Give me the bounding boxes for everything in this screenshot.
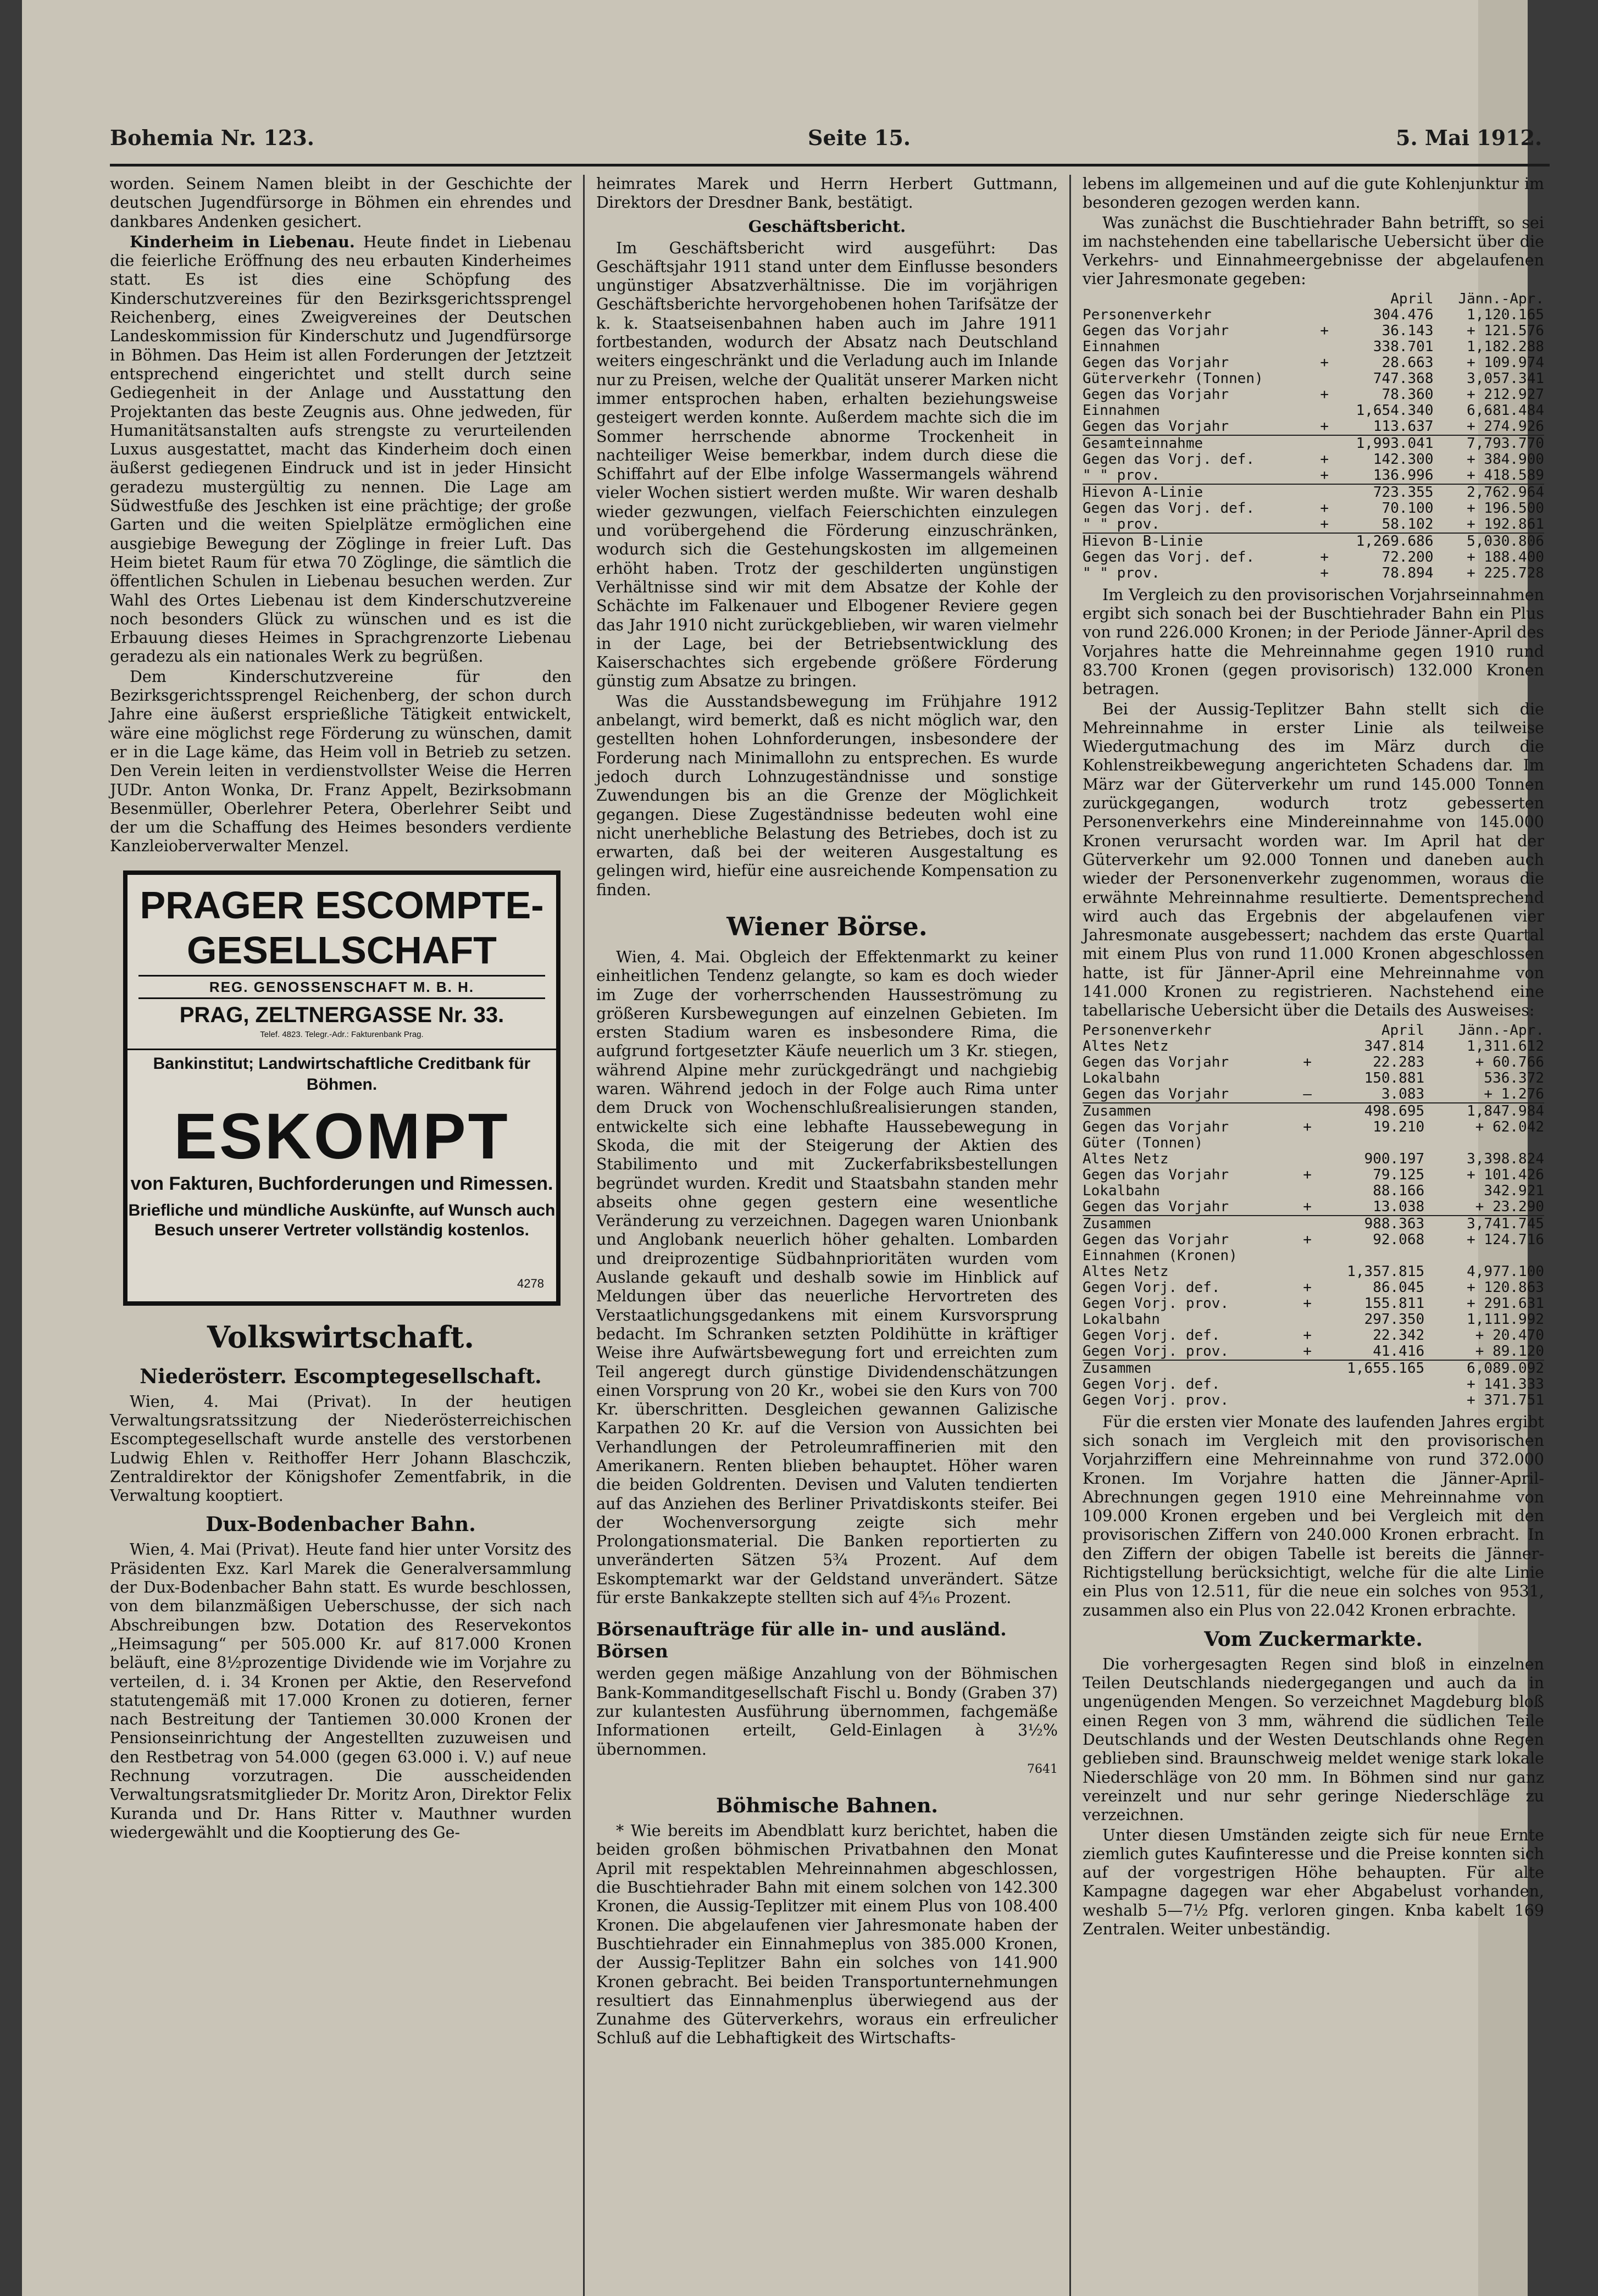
row-april: 22.342: [1373, 1327, 1425, 1344]
row-sign: [1315, 435, 1334, 452]
ad-subtitle: REG. GENOSSENSCHAFT M. B. H.: [138, 975, 545, 999]
row-april: 297.350: [1364, 1311, 1425, 1328]
row-label: Einnahmen: [1083, 402, 1160, 419]
table-row: [1083, 1055, 1544, 1071]
row-sign: +: [1320, 500, 1329, 517]
row-sign: +: [1303, 1343, 1312, 1360]
row-sign: [1315, 339, 1334, 355]
row-total: 342.921: [1484, 1182, 1544, 1199]
row-total: + 274.926: [1467, 418, 1544, 435]
row-total: + 120.863: [1467, 1279, 1544, 1296]
table-row: [1083, 1344, 1544, 1360]
row-label: Hievon A-Linie: [1083, 484, 1315, 501]
row-label: Lokalbahn: [1083, 1311, 1160, 1328]
table-row: [1083, 1312, 1544, 1328]
table-row: [1083, 452, 1544, 468]
row-label: Gegen das Vorjahr: [1083, 1166, 1229, 1183]
row-total: 4,977.100: [1467, 1263, 1544, 1280]
table-row: [1083, 371, 1544, 387]
article-text: Im Geschäftsbericht wird ausgeführt: Das Geschäftsjahr 1911 stand unter dem Einflusse besonders ungünstiger Absatzverhältnisse. Die im vorjährigen Geschäftsberichte hervorgehobenen hohen Tarifsätze der k. k. Staatseisenbahnen haben auch im Jahre 1911 fortbestanden, wodurch der Absatz nach Deutschland weiters eingeschränkt und die Verladung auch im Inlande nur zu Preisen, welche der Qualität unserer Marken nicht immer entsprochen haben, erhalten beziehungsweise gesteigert werden konnte. Außerdem machte sich die im Sommer herrschende abnorme Trockenheit in nachteiliger Weise bemerkbar, indem durch diese die Schiffahrt auf der Elbe infolge Wassermangels während vieler Wochen sistiert werden mußte. Wir waren deshalb wieder gezwungen, vielfach Feierschichten einzulegen und vorübergehend die Förderung einzuschränken, wodurch sich die Gestehungskosten im allgemeinen erhöht haben. Trotz der geschilderten ungünstigen Verhältnisse sind wir mit dem Absatze der Kohle der Schächte im Falkenauer und Elbogener Reviere gegen das Jahr 1910 nicht zurückgeblieben, wir waren vielmehr in der Lage, bei der Betriebsentwicklung des Kaiserschachtes sich ergebende größere Förderung günstig zum Absatze zu bringen.: [596, 239, 1058, 691]
table-header: April: [1390, 290, 1434, 307]
row-april: 1,655.165: [1317, 1360, 1424, 1377]
bank-advertisement: [123, 870, 561, 1306]
row-sign: [1315, 484, 1334, 501]
row-sign: [1298, 1183, 1317, 1199]
table-row: [1083, 1151, 1544, 1167]
row-total: + 384.900: [1467, 451, 1544, 468]
row-april: 988.363: [1317, 1216, 1424, 1232]
column-divider: [1069, 175, 1071, 2296]
article-paragraph: [110, 232, 571, 667]
row-sign: +: [1320, 515, 1329, 533]
column-1: [110, 175, 571, 1843]
row-total: + 418.589: [1467, 467, 1544, 484]
ad-heading: Börsenaufträge für alle in- und ausländ. Börsen: [596, 1618, 1007, 1662]
table-row: [1083, 1280, 1544, 1296]
table-row: [1083, 565, 1544, 581]
row-label: Güterverkehr (Tonnen): [1083, 370, 1263, 387]
article-heading: Wiener Börse.: [726, 911, 928, 941]
table-row: [1083, 1296, 1544, 1312]
row-april: 304.476: [1373, 306, 1434, 323]
ad-title: GESELLSCHAFT: [187, 928, 497, 972]
table-row: [1083, 550, 1544, 565]
table-row: [1083, 323, 1544, 339]
table-row: [1083, 1377, 1544, 1393]
row-sign: +: [1320, 386, 1329, 403]
row-april: 13.038: [1373, 1198, 1425, 1215]
article-text: Dem Kinderschutzvereine für den Bezirksgerichtssprengel Reichenberg, der schon durch Jahre eine äußerst ersprießliche Tätigkeit entwickelt, wäre eine möglichst rege Förderung zu wünschen, damit er in die Lage käme, das Heim voll in Betrieb zu setzen. Den Verein leiten in verdienstvollster Weise die Herren JUDr. Anton Wonka, Dr. Franz Appelt, Bezirksobmann Besenmüller, Oberlehrer Petera, Oberlehrer Seibt und der um die Schaffung des Heimes besonders verdiente Kanzleioberverwalter Menzel.: [110, 667, 571, 856]
table-row: [1083, 533, 1544, 550]
row-sign: —: [1303, 1085, 1312, 1102]
row-april: 136.996: [1373, 467, 1434, 484]
row-april: 113.637: [1373, 418, 1434, 435]
row-april: 900.197: [1364, 1150, 1425, 1167]
article-text: Unter diesen Umständen zeigte sich für neue Ernte ziemlich gutes Kaufinteresse und die Preise konnten sich auf der vorgestrigen Höhe behaupten. Für alte Kampagne dagegen war eher Abgabelust vorhanden, weshalb 5—7½ Pfg. verloren gingen. Knba kabelt 169 Zentralen. Weiter unbeständig.: [1083, 1826, 1544, 1939]
row-label: Gegen das Vorjahr: [1083, 1085, 1229, 1102]
table-header: Jänn.-Apr.: [1458, 290, 1544, 307]
row-total: 6,089.092: [1424, 1360, 1544, 1377]
row-label: Zusammen: [1083, 1216, 1298, 1232]
article-subheading: Geschäftsbericht.: [748, 217, 906, 236]
row-april: 155.811: [1364, 1295, 1425, 1312]
row-total: + 101.426: [1467, 1166, 1544, 1183]
article-text: lebens im allgemeinen und auf die gute Kohlenjunktur im besonderen gezogen werden kann.: [1083, 175, 1544, 212]
row-label: Güter (Tonnen): [1083, 1134, 1203, 1151]
row-april: 723.355: [1334, 484, 1433, 501]
table-row: [1083, 355, 1544, 371]
table-header: Personenverkehr: [1083, 1022, 1212, 1039]
row-label: Personenverkehr: [1083, 306, 1212, 323]
row-total: + 1.276: [1484, 1085, 1544, 1102]
ad-text: werden gegen mäßige Anzahlung von der Böhmischen Bank-Kommanditgesellschaft Fischl u. Bondy (Graben 37) zur kulantesten Ausführung übernommen, fachgemäße Informationen erteilt, Geld-Einlagen à 3½% übernommen.: [596, 1665, 1058, 1759]
row-sign: +: [1303, 1295, 1312, 1312]
row-sign: +: [1320, 564, 1329, 581]
row-sign: [1298, 1151, 1317, 1167]
row-total: 1,311.612: [1467, 1038, 1544, 1055]
row-total: [1424, 1248, 1544, 1264]
article-text: Die vorhergesagten Regen sind bloß in einzelnen Teilen Deutschlands niedergegangen und auch da in ungenügenden Mengen. So verzeichnet Magdeburg bloß einen Regen von 3 mm, während die südlichen Teile Deutschlands und der Westen Deutschlands ohne Regen geblieben sind. Braunschweig meldet wenige stark lokale Niederschläge von 20 mm. In Böhmen sind nur ganz vereinzelt und nur sehr geringe Niederschläge zu verzeichnen.: [1083, 1655, 1544, 1824]
row-total: + 225.728: [1467, 564, 1544, 581]
article-text: Heute findet in Liebenau die feierliche Eröffnung des neu erbauten Kinderheimes statt. Es ist dies eine Schöpfung des Kinderschutzvereines für den Bezirksgerichtssprengel Reichenberg, eines Zweigvereines der Deutschen Landeskommission für Kinderschutz und Jugendfürsorge in Böhmen. Das Heim ist allen Forderungen der Jetztzeit entsprechend eingerichtet und stellt durch seine Gediegenheit in der Anlage und Ausstattung den Projektanten das beste Zeugnis aus. Ohne jedweden, für Humanitätsanstalten aufs strengste zu verurteilenden Luxus ausgestattet, macht das Kinderheim doch einen äußerst gediegenen Eindruck und ist in jeder Hinsicht geradezu mustergültig zu nennen. Die Lage am Südwestfuße des Jeschken ist eine prächtige; der große Garten und die weiten Spielplätze ermöglichen eine ausgiebige Bewegung der Zöglinge in freier Luft. Das Heim bietet Raum für etwa 70 Zöglinge, die sämtlich die öffentlichen Schulen in Liebenau besuchen werden. Zur Wahl des Ortes Liebenau ist dem Kinderschutzvereine noch besonders Glück zu wünschen und es ist die Erbauung dieses Heimes in Sprachgrenzorte Liebenau geradezu als ein nationales Werk zu begrüßen.: [110, 232, 572, 666]
row-april: 747.368: [1373, 370, 1434, 387]
table-row: [1083, 1264, 1544, 1280]
row-april: 347.814: [1364, 1038, 1425, 1055]
row-sign: +: [1320, 354, 1329, 371]
article-text: worden. Seinem Namen bleibt in der Geschichte der deutschen Jugendfürsorge in Böhmen ein ehrendes und dankbares Andenken gesichert.: [110, 175, 571, 231]
table-row: [1083, 387, 1544, 403]
row-total: + 62.042: [1475, 1118, 1544, 1135]
table-row: [1083, 339, 1544, 355]
table-row: [1083, 1248, 1544, 1264]
table-row: [1083, 435, 1544, 452]
table-row: [1083, 307, 1544, 323]
row-total: + 371.751: [1467, 1391, 1544, 1408]
table-row: [1083, 1103, 1544, 1119]
ad-services: von Fakturen, Buchforderungen und Rimessen.: [130, 1173, 553, 1194]
row-label: Gegen Vorj. prov.: [1083, 1391, 1229, 1408]
row-total: 3,741.745: [1424, 1216, 1544, 1232]
row-april: 58.102: [1381, 515, 1434, 533]
table-row: [1083, 1135, 1544, 1151]
column-2: [596, 175, 1058, 2049]
row-label: Altes Netz: [1083, 1038, 1169, 1055]
row-april: 142.300: [1373, 451, 1434, 468]
row-april: 88.166: [1373, 1182, 1425, 1199]
row-total: 1,847.984: [1424, 1103, 1544, 1119]
row-sign: [1298, 1312, 1317, 1328]
ad-title: PRAGER ESCOMPTE-: [140, 883, 544, 927]
table-row: [1083, 1199, 1544, 1216]
row-total: + 60.766: [1475, 1053, 1544, 1071]
article-text: Für die ersten vier Monate des laufenden Jahres ergibt sich sonach im Vergleich mit den provisorischen Vorjahrziffern eine Mehreinnahme von rund 372.000 Kronen. Im Vorjahre hatten die Jänner-April-Abrechnungen gegen 1910 eine Mehreinnahme von 109.000 Kronen ergeben und bei Vergleich mit den provisorischen Ziffern von 240.000 Kronen erbracht. In den Ziffern der obigen Tabelle ist bereits die Jänner-Richtigstellung berücksichtigt, welche für die alte Linie ein Plus von 12.511, für die neue ein solches von 9531, zusammen also ein Plus von 22.042 Kronen erbrachte.: [1083, 1412, 1544, 1620]
header-page-number: Seite 15.: [808, 125, 911, 150]
row-sign: [1298, 1248, 1317, 1264]
article-text: Was zunächst die Buschtiehrader Bahn betrifft, so sei im nachstehenden eine tabellarische Uebersicht über die Verkehrs- und Einnahmeergebnisse der abgelaufenen vier Jahresmonate gegeben:: [1083, 213, 1544, 289]
table-row: [1083, 1071, 1544, 1086]
row-label: Gegen das Vorjahr: [1083, 1053, 1229, 1071]
row-april: 338.701: [1373, 338, 1434, 355]
row-label: Gesamteinnahme: [1083, 435, 1315, 452]
row-sign: +: [1320, 418, 1329, 435]
row-total: 6,681.484: [1467, 402, 1544, 419]
row-label: Gegen das Vorj. def.: [1083, 500, 1255, 517]
row-total: + 192.861: [1467, 515, 1544, 533]
header-date: 5. Mai 1912.: [1396, 125, 1542, 150]
row-label: Gegen das Vorjahr: [1083, 1231, 1229, 1248]
row-label: Hievon B-Linie: [1083, 533, 1315, 550]
row-label: Einnahmen (Kronen): [1083, 1247, 1238, 1264]
row-april: 498.695: [1317, 1103, 1424, 1119]
table-row: [1083, 1086, 1544, 1103]
row-label: " " prov.: [1083, 467, 1160, 484]
ad-address: PRAG, ZELTNERGASSE Nr. 33.: [179, 1002, 504, 1027]
row-total: 536.372: [1484, 1069, 1544, 1086]
row-april: [1317, 1135, 1424, 1151]
row-sign: [1298, 1360, 1317, 1377]
header-rule: [110, 164, 1550, 167]
row-total: + 212.927: [1467, 386, 1544, 403]
row-sign: +: [1303, 1053, 1312, 1071]
article-text: Im Vergleich zu den provisorischen Vorjahrseinnahmen ergibt sich sonach bei der Buschtiehrader Bahn ein Plus von rund 226.000 Kronen; in der Periode Jänner-April des Vorjahres hatte die Mehreinnahme gegen 1910 rund 83.700 Kronen (gegen provisorisch) 132.000 Kronen betragen.: [1083, 585, 1544, 698]
row-label: Gegen Vorj. prov.: [1083, 1295, 1229, 1312]
row-total: + 124.716: [1467, 1231, 1544, 1248]
row-total: + 109.974: [1467, 354, 1544, 371]
row-april: 36.143: [1381, 322, 1434, 339]
ad-info: Briefliche und mündliche Auskünfte, auf Wunsch auch Besuch unserer Vertreter vollständig kostenlos.: [128, 1201, 556, 1239]
header-paper-name: Bohemia Nr. 123.: [110, 125, 315, 150]
row-april: 72.200: [1381, 548, 1434, 565]
row-sign: +: [1303, 1231, 1312, 1248]
column-divider: [583, 175, 585, 2296]
table-row: [1083, 1232, 1544, 1248]
section-heading: Volkswirtschaft.: [207, 1319, 475, 1355]
table-row: [1083, 1360, 1544, 1377]
row-label: " " prov.: [1083, 515, 1160, 533]
row-sign: [1298, 1264, 1317, 1280]
row-label: Gegen das Vorj. def.: [1083, 451, 1255, 468]
row-total: 1,182.288: [1467, 338, 1544, 355]
article-heading: Kinderheim in Liebenau.: [130, 232, 355, 251]
aussig-teplitzer-table: [1083, 1023, 1544, 1408]
ad-code: 4278: [517, 1277, 544, 1291]
article-text: Was die Ausstandsbewegung im Frühjahre 1912 anbelangt, wird bemerkt, daß es nicht möglich war, den gestellten hohen Lohnforderungen, insbesondere der Forderung nach Minimallohn zu entsprechen. Es wurde jedoch durch Lohnzugeständnisse und sonstige Zuwendungen bis an die Grenze der Möglichkeit gegangen. Diese Zugeständnisse bedeuten wohl eine nicht unerhebliche Belastung des Betriebes, doch ist zu erwarten, daß bei der weiteren Ausgestaltung es gelingen wird, hiefür eine ausreichende Kompensation zu finden.: [596, 692, 1058, 899]
row-sign: [1315, 307, 1334, 323]
article-text: * Wie bereits im Abendblatt kurz berichtet, haben die beiden großen böhmischen Privatbahnen den Monat April mit respektablen Mehreinnahmen abgeschlossen, die Buschtiehrader Bahn mit einem solchen von 142.300 Kronen, die Aussig-Teplitzer mit einem Plus von 108.400 Kronen. Die abgelaufenen vier Jahresmonate haben der Buschtiehrader ein Einnahmeplus von 385.000 Kronen, der Aussig-Teplitzer Bahn ein solches von 141.900 Kronen gebracht. Bei beiden Transportunternehmungen resultiert das Einnahmenplus überwiegend aus der Zunahme des Güterverkehrs, woraus ein erfreulicher Schluß auf die Lebhaftigkeit des Wirtschafts-: [596, 1822, 1058, 2048]
row-total: 1,111.992: [1467, 1311, 1544, 1328]
table-row: [1083, 1216, 1544, 1232]
row-april: 78.894: [1381, 564, 1434, 581]
row-label: Einnahmen: [1083, 338, 1160, 355]
row-april: [1317, 1377, 1424, 1393]
row-label: Lokalbahn: [1083, 1182, 1160, 1199]
row-sign: [1298, 1377, 1317, 1393]
article-heading: Vom Zuckermarkte.: [1204, 1627, 1423, 1651]
row-april: [1317, 1393, 1424, 1408]
buschtiehrader-table: [1083, 291, 1544, 581]
ad-code: 7641: [1027, 1762, 1058, 1776]
table-row: [1083, 1039, 1544, 1055]
row-sign: [1298, 1135, 1317, 1151]
table-row: [1083, 419, 1544, 435]
table-row: [1083, 1183, 1544, 1199]
row-label: Gegen das Vorj. def.: [1083, 548, 1255, 565]
page-header: [110, 125, 1550, 164]
table-row: [1083, 501, 1544, 517]
row-sign: [1315, 371, 1334, 387]
row-label: Altes Netz: [1083, 1263, 1169, 1280]
article-heading: Niederösterr. Escomptegesellschaft.: [140, 1365, 542, 1388]
column-3: [1083, 175, 1544, 1940]
row-sign: [1298, 1039, 1317, 1055]
row-april: 41.416: [1373, 1343, 1425, 1360]
row-sign: +: [1320, 322, 1329, 339]
row-april: 1,357.815: [1347, 1263, 1425, 1280]
row-label: Altes Netz: [1083, 1150, 1169, 1167]
article-text: heimrates Marek und Herrn Herbert Guttmann, Direktors der Dresdner Bank, bestätigt.: [596, 175, 1058, 212]
table-row: [1083, 1167, 1544, 1183]
row-sign: +: [1303, 1166, 1312, 1183]
row-label: Gegen Vorj. def.: [1083, 1279, 1220, 1296]
row-sign: [1298, 1071, 1317, 1086]
row-sign: [1298, 1393, 1317, 1408]
row-total: 7,793.770: [1433, 435, 1544, 452]
row-label: Gegen das Vorjahr: [1083, 1198, 1229, 1215]
article-text: Bei der Aussig-Teplitzer Bahn stellt sich die Mehreinnahme in erster Linie als teilweise Wiedergutmachung des im März durch die Kohlenstreikbewegung angerichteten Schadens dar. Im März war der Güterverkehr um rund 145.000 Tonnen zurückgegangen, wodurch trotz gebesserten Personenverkehrs eine Mindereinnahme von 145.000 Kronen verursacht worden war. Im April hat der Güterverkehr um 92.000 Tonnen und daneben auch wieder der Personenverkehr zugenommen, woraus die erwähnte Mehreinnahme resultierte. Dementsprechend wird auch das Ergebnis der abgelaufenen vier Jahresmonate ausgebessert; nachdem das erste Quartal mit einem Plus von rund 11.000 Kronen abgeschlossen hatte, ist für Jänner-April eine Mehreinnahme von 141.000 Kronen zu registrieren. Nachstehend eine tabellarische Uebersicht über die Details des Ausweises:: [1083, 700, 1544, 1020]
row-total: + 141.333: [1467, 1376, 1544, 1393]
row-total: 5,030.806: [1433, 533, 1544, 550]
table-row: [1083, 517, 1544, 533]
row-total: + 196.500: [1467, 500, 1544, 517]
row-sign: +: [1303, 1118, 1312, 1135]
row-sign: [1315, 533, 1334, 550]
table-header: Jänn.-Apr.: [1458, 1022, 1544, 1039]
row-sign: [1298, 1216, 1317, 1232]
table-header: April: [1381, 1022, 1425, 1039]
row-sign: +: [1303, 1198, 1312, 1215]
row-april: 19.210: [1373, 1118, 1425, 1135]
row-april: 1,269.686: [1334, 533, 1433, 550]
row-april: 86.045: [1373, 1279, 1425, 1296]
table-row: [1083, 1328, 1544, 1344]
article-text: Wien, 4. Mai. Obgleich der Effektenmarkt zu keiner einheitlichen Tendenz gelangte, so kam es doch wieder im Zuge der vorherrschenden Hausseströmung zu größeren Kursbewegungen auf einzelnen Gebieten. Im ersten Stadium waren es insbesondere Rima, die aufgrund fortgesetzter Käufe neuerlich um 3 Kr. stiegen, während Alpine mehr zurückgedrängt und nachgiebig waren. Während jedoch in der Folge auch Rima unter dem Druck von Wochenschlußrealisierungen standen, entwickelte sich eine lebhafte Haussebewegung in Skoda, die mit der Steigerung der Aktien des Stabilimento und mit Zuckerfabriksbestellungen begründet wurden. Kredit und Staatsbahn standen mehr abseits ohne gegen gestern eine wesentliche Veränderung zu verzeichnen. Dagegen waren Unionbank und Anglobank neuerlich höher gehalten. Lombarden und dreiprozentige Südbahnprioritäten wurden vom Auslande gekauft und deshalb sowie im Hinblick auf Meldungen über das neuerliche Hervortreten des Verstaatlichungsgedankens mit einem Kursvorsprung bedacht. Im Schranken setzten Poldihütte in kräftiger Weise ihre Aufwärtsbewegung fort und erreichten zum Teil angeregt durch günstige Dividendenschätzungen einen Vorsprung von 20 Kr., wobei sie den Kurs von 700 Kr. überschritten. Desgleichen gewannen Galizische Karpathen 20 Kr. auf die Version von Aussichten bei Verhandlungen der Petroleumraffinerien mit den Amerikanern. Renten blieben behauptet. Höher waren die beiden Goldrenten. Devisen und Valuten tendierten auf das Anziehen des Berliner Privatdiskonts steifer. Bei der Wochenversorgung zeigte sich mehr Prolongationsmaterial. Die Banken reportierten zu unveränderten Sätzen 5¾ Prozent. Auf dem Eskomptemarkt war der Geldstand unverändert. Sätze für erste Bankakzepte stellten sich auf 4⁵⁄₁₆ Prozent.: [596, 947, 1058, 1607]
table-row: [1083, 468, 1544, 484]
row-total: + 23.290: [1475, 1198, 1544, 1215]
row-april: 28.663: [1381, 354, 1434, 371]
row-total: + 20.470: [1475, 1327, 1544, 1344]
newspaper-page: [22, 0, 1544, 2296]
article-text: Wien, 4. Mai (Privat). In der heutigen Verwaltungsratssitzung der Niederösterreichischen Escomptegesellschaft wurde anstelle des verstorbenen Ludwig Ehlen v. Reithoffer Herr Johann Blaschczik, Zentraldirektor der Königshofer Zementfabrik, in die Verwaltung kooptiert.: [110, 1392, 571, 1505]
ad-bank-type: Bankinstitut; Landwirtschaftliche Creditbank für Böhmen.: [127, 1049, 556, 1099]
row-label: " " prov.: [1083, 564, 1160, 581]
row-sign: [1298, 1103, 1317, 1119]
row-total: 1,120.165: [1467, 306, 1544, 323]
row-label: Gegen das Vorjahr: [1083, 322, 1229, 339]
row-april: 78.360: [1381, 386, 1434, 403]
table-row: [1083, 403, 1544, 419]
row-april: 92.068: [1373, 1231, 1425, 1248]
row-total: + 121.576: [1467, 322, 1544, 339]
ad-contact: Telef. 4823. Telegr.-Adr.: Fakturenbank Prag.: [260, 1029, 424, 1039]
row-sign: +: [1320, 467, 1329, 484]
table-row: [1083, 1393, 1544, 1408]
row-sign: [1315, 403, 1334, 419]
row-total: + 291.631: [1467, 1295, 1544, 1312]
row-april: 79.125: [1373, 1166, 1425, 1183]
row-label: Gegen das Vorjahr: [1083, 1118, 1229, 1135]
article-heading: Böhmische Bahnen.: [716, 1794, 938, 1818]
row-sign: +: [1303, 1327, 1312, 1344]
article-text: Wien, 4. Mai (Privat). Heute fand hier unter Vorsitz des Präsidenten Exz. Karl Marek die Generalversammlung der Dux-Bodenbacher Bahn statt. Es wurde beschlossen, von dem bilanzmäßigen Ueberschusse, der sich nach Abschreibungen bzw. Dotation des Reservekontos „Heimsagung“ per 505.000 Kr. auf 817.000 Kronen beläuft, eine 8½prozentige Dividende wie im Vorjahre zu verteilen, d. i. 34 Kronen per Aktie, den Reservefond statutengemäß mit 17.000 Kronen zu dotieren, ferner nach Bestreitung der Tantiemen 30.000 Kronen der Pensionseinrichtung der Angestellten zuzuweisen und den Restbetrag von 54.000 (gegen 63.000 i. V.) auf neue Rechnung vorzutragen. Die ausscheidenden Verwaltungsratsmitglieder Dr. Moritz Aron, Direktor Felix Kuranda und Dr. Hans Ritter v. Mauthner wurden wiedergewählt und die Kooptierung des Ge-: [110, 1540, 571, 1842]
row-total: 2,762.964: [1433, 484, 1544, 501]
row-label: Gegen das Vorjahr: [1083, 354, 1229, 371]
row-total: 3,057.341: [1467, 370, 1544, 387]
row-label: Gegen Vorj. def.: [1083, 1327, 1220, 1344]
row-april: 3.083: [1381, 1085, 1425, 1102]
row-sign: +: [1303, 1279, 1312, 1296]
ad-eskompt: ESKOMPT: [174, 1100, 510, 1173]
row-total: [1424, 1135, 1544, 1151]
table-row: [1083, 484, 1544, 501]
row-april: 22.283: [1373, 1053, 1425, 1071]
row-april: [1317, 1248, 1424, 1264]
row-april: 1,654.340: [1356, 402, 1434, 419]
row-april: 150.881: [1364, 1069, 1425, 1086]
row-sign: +: [1320, 548, 1329, 565]
row-label: Gegen Vorj. def.: [1083, 1376, 1220, 1393]
row-total: + 89.120: [1475, 1343, 1544, 1360]
row-label: Zusammen: [1083, 1360, 1298, 1377]
row-total: 3,398.824: [1467, 1150, 1544, 1167]
article-heading: Dux-Bodenbacher Bahn.: [206, 1513, 476, 1537]
row-total: + 188.400: [1467, 548, 1544, 565]
row-label: Gegen Vorj. prov.: [1083, 1343, 1229, 1360]
row-label: Zusammen: [1083, 1103, 1298, 1119]
row-label: Gegen das Vorjahr: [1083, 418, 1229, 435]
table-row: [1083, 1119, 1544, 1135]
row-label: Lokalbahn: [1083, 1069, 1160, 1086]
row-april: 1,993.041: [1334, 435, 1433, 452]
row-april: 70.100: [1381, 500, 1434, 517]
row-sign: +: [1320, 451, 1329, 468]
row-label: Gegen das Vorjahr: [1083, 386, 1229, 403]
